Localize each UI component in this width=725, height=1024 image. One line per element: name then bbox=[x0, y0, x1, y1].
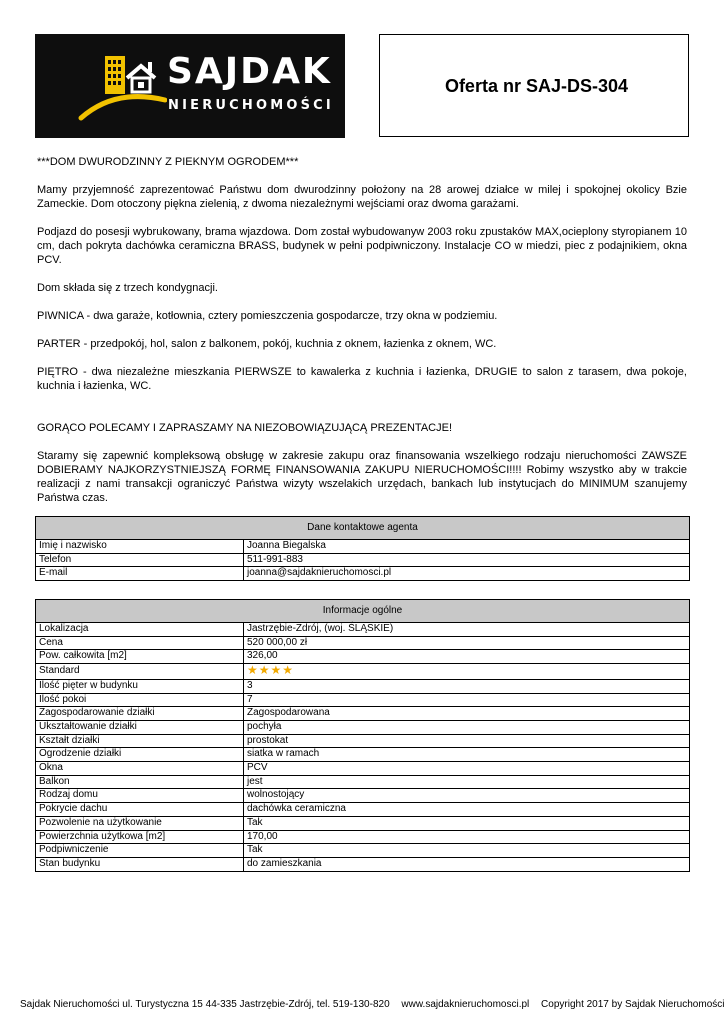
row-value: 170,00 bbox=[244, 830, 690, 844]
row-value: Tak bbox=[244, 816, 690, 830]
offer-box bbox=[379, 34, 689, 137]
table-row bbox=[36, 857, 690, 871]
row-label: Ilość pięter w budynku bbox=[36, 679, 244, 693]
row-label: E-mail bbox=[36, 567, 244, 581]
row-value: siatka w ramach bbox=[244, 748, 690, 762]
table-row bbox=[36, 816, 690, 830]
table-row bbox=[36, 775, 690, 789]
row-label: Stan budynku bbox=[36, 857, 244, 871]
standard-rating bbox=[244, 664, 690, 680]
offer-description bbox=[37, 155, 687, 519]
offer-title: Oferta nr SAJ-DS-304 bbox=[444, 76, 628, 96]
brand-name: SAJDAK bbox=[167, 51, 332, 92]
row-label: Ilość pokoi bbox=[36, 693, 244, 707]
row-label: Ogrodzenie działki bbox=[36, 748, 244, 762]
general-table-heading: Informacje ogólne bbox=[36, 600, 690, 623]
table-row bbox=[36, 803, 690, 817]
row-label: Powierzchnia użytkowa [m2] bbox=[36, 830, 244, 844]
brand-subtitle: NIERUCHOMOŚCI bbox=[168, 98, 334, 113]
row-label: Pozwolenie na użytkowanie bbox=[36, 816, 244, 830]
description-callout: GORĄCO POLECAMY I ZAPRASZAMY NA NIEZOBOWIĄZUJĄCĄ PREZENTACJE! bbox=[37, 422, 453, 434]
table-row bbox=[36, 830, 690, 844]
row-value: do zamieszkania bbox=[244, 857, 690, 871]
star-icon: ★ bbox=[258, 663, 270, 678]
description-headline: ***DOM DWURODZINNY Z PIEKNYM OGRODEM*** bbox=[37, 156, 299, 168]
row-value: prostokat bbox=[244, 734, 690, 748]
row-value: 326,00 bbox=[244, 650, 690, 664]
row-label: Pow. całkowita [m2] bbox=[36, 650, 244, 664]
row-value: Joanna Biegalska bbox=[244, 540, 690, 554]
star-icon: ★ bbox=[270, 663, 282, 678]
row-label: Kształt działki bbox=[36, 734, 244, 748]
table-row bbox=[36, 679, 690, 693]
description-paragraph: Staramy się zapewnić kompleksową obsługę w zakresie zakupu oraz finansowania wszelkiego rodzaju nieruchomości ZAWSZE DOBIERAMY NAJKORZYSTNIEJSZĄ FORMĘ FINANSOWANIA ZAKUPU NIERUCHOMOŚCI!!!! Robimy wszystko aby w trakcie realizacji z nami transakcji ograniczyć Państwa wizyty wszelakich urzędach, bankach lub instytucjach do MINIMUM szanujemy Państwa czas. bbox=[37, 450, 687, 504]
table-row bbox=[36, 636, 690, 650]
page-footer bbox=[20, 998, 725, 1012]
table-row bbox=[36, 762, 690, 776]
row-value: 7 bbox=[244, 693, 690, 707]
table-row bbox=[36, 707, 690, 721]
row-value: joanna@sajdaknieruchomosci.pl bbox=[244, 567, 690, 581]
table-row bbox=[36, 720, 690, 734]
table-row bbox=[36, 650, 690, 664]
table-row bbox=[36, 553, 690, 567]
row-label: Imię i nazwisko bbox=[36, 540, 244, 554]
row-label: Standard bbox=[36, 664, 244, 680]
row-label: Rodzaj domu bbox=[36, 789, 244, 803]
row-label: Zagospodarowanie działki bbox=[36, 707, 244, 721]
footer-address: Sajdak Nieruchomości ul. Turystyczna 15 44-335 Jastrzębie-Zdrój, tel. 519-130-820 bbox=[20, 999, 390, 1010]
row-value: Jastrzębie-Zdrój, (woj. ŚLĄSKIE) bbox=[244, 623, 690, 637]
row-label: Podpiwniczenie bbox=[36, 844, 244, 858]
row-value: PCV bbox=[244, 762, 690, 776]
description-paragraph: PARTER - przedpokój, hol, salon z balkonem, pokój, kuchnia z oknem, łazienka z oknem, WC. bbox=[37, 338, 497, 350]
table-row bbox=[36, 567, 690, 581]
footer-website-link[interactable]: www.sajdaknieruchomosci.pl bbox=[401, 999, 530, 1010]
row-value: 511-991-883 bbox=[244, 553, 690, 567]
row-value: 3 bbox=[244, 679, 690, 693]
table-row bbox=[36, 540, 690, 554]
row-label: Lokalizacja bbox=[36, 623, 244, 637]
table-row bbox=[36, 844, 690, 858]
row-label: Ukształtowanie działki bbox=[36, 720, 244, 734]
row-value: jest bbox=[244, 775, 690, 789]
star-icon: ★ bbox=[247, 663, 258, 678]
description-paragraph: Dom składa się z trzech kondygnacji. bbox=[37, 282, 218, 294]
table-row bbox=[36, 693, 690, 707]
table-row bbox=[36, 623, 690, 637]
table-row bbox=[36, 789, 690, 803]
row-value: pochyła bbox=[244, 720, 690, 734]
description-paragraph: PIWNICA - dwa garaże, kotłownia, cztery pomieszczenia gospodarcze, trzy okna w podziemiu. bbox=[37, 310, 498, 322]
company-logo bbox=[35, 34, 345, 138]
table-row bbox=[36, 748, 690, 762]
row-value: 520 000,00 zł bbox=[244, 636, 690, 650]
row-value: Zagospodarowana bbox=[244, 707, 690, 721]
general-info-table bbox=[35, 599, 690, 872]
agent-table-heading: Dane kontaktowe agenta bbox=[36, 517, 690, 540]
row-value: dachówka ceramiczna bbox=[244, 803, 690, 817]
description-paragraph: Mamy przyjemność zaprezentować Państwu dom dwurodzinny położony na 28 arowej działce w milej i spokojnej okolicy Bzie Zameckie. Dom otoczony piękna zielenią, z dwoma niezależnymi wejściami oraz dwoma garażami. bbox=[37, 184, 687, 210]
building-logo-icon bbox=[75, 48, 167, 124]
table-row bbox=[36, 734, 690, 748]
row-label: Okna bbox=[36, 762, 244, 776]
footer-copyright: Copyright 2017 by Sajdak Nieruchomości bbox=[541, 999, 725, 1010]
row-label: Balkon bbox=[36, 775, 244, 789]
row-label: Cena bbox=[36, 636, 244, 650]
row-label: Telefon bbox=[36, 553, 244, 567]
agent-contact-table bbox=[35, 516, 690, 581]
star-icon: ★ bbox=[282, 663, 294, 678]
row-value: wolnostojący bbox=[244, 789, 690, 803]
row-label: Pokrycie dachu bbox=[36, 803, 244, 817]
row-value: Tak bbox=[244, 844, 690, 858]
table-row bbox=[36, 664, 690, 680]
description-paragraph: PIĘTRO - dwa niezależne mieszkania PIERWSZE to kawalerka z kuchnia i łazienka, DRUGIE to salon z tarasem, dwa pokoje, kuchnia i łazienka, WC. bbox=[37, 366, 687, 392]
description-paragraph: Podjazd do posesji wybrukowany, brama wjazdowa. Dom został wybudowanyw 2003 roku zpustaków MAX,ocieplony styropianem 10 cm, dach pokryta dachówka ceramiczna BRASS, budynek w pełni podpiwniczony. Instalacje CO w miedzi, piec z podajnikiem, okna PCV. bbox=[37, 226, 687, 266]
